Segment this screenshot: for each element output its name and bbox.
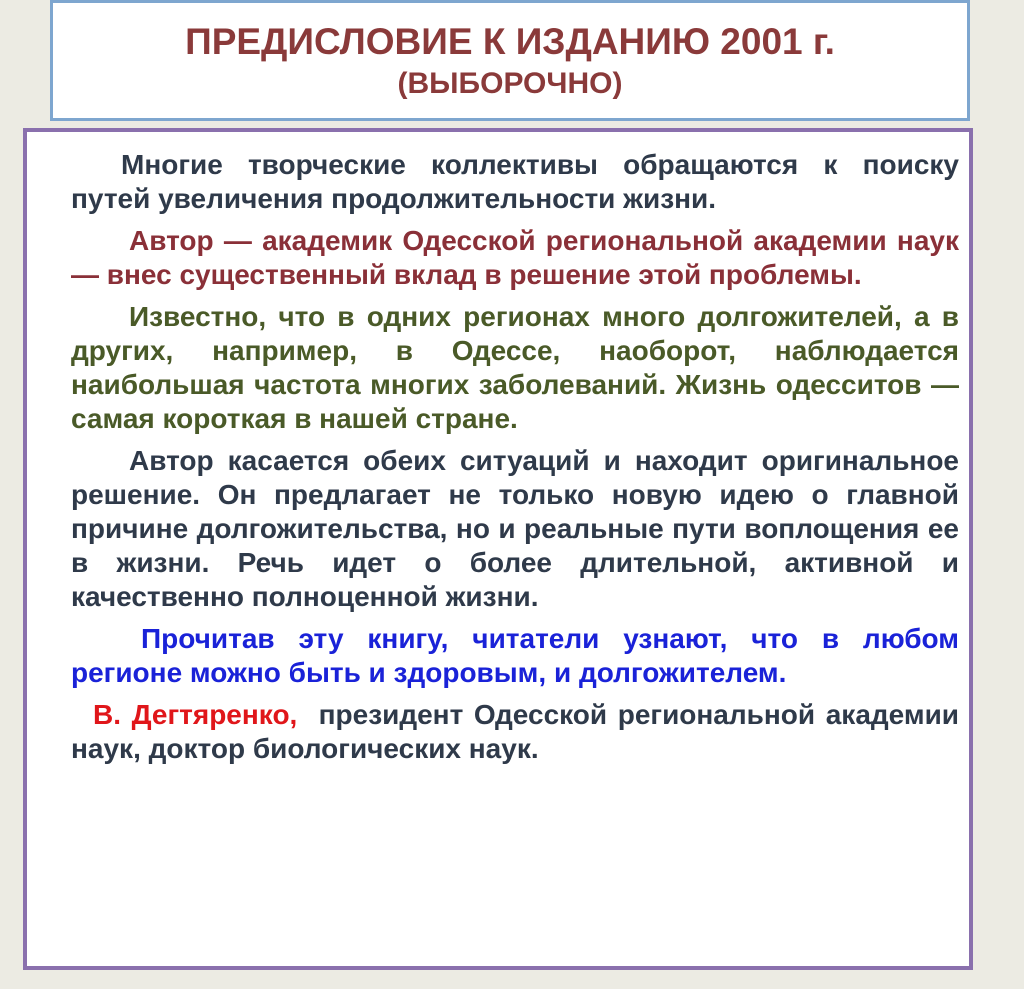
title-box bbox=[50, 0, 970, 121]
signature-role: президент Одесской региональной академии наук, доктор биологических наук. bbox=[71, 699, 960, 764]
paragraph-1: Многие творческие коллективы обращаются к поиску путей увеличения продолжительности жизни. bbox=[71, 149, 959, 214]
paragraph-3: Известно, что в одних регионах много долгожителей, а в других, например, в Одессе, наоборот, наблюдается наибольшая частота многих заболеваний. Жизнь одесситов — самая короткая в нашей стране. bbox=[71, 301, 959, 434]
page-subtitle: (ВЫБОРОЧНО) bbox=[397, 67, 623, 100]
paragraph-4: Автор касается обеих ситуаций и находит оригинальное решение. Он предлагает не только новую идею о главной причине долгожительства, но и реальные пути воплощения ее в жизни. Речь идет о более длительной, активной и качественно полноценной жизни. bbox=[71, 445, 959, 612]
content-box bbox=[23, 128, 973, 970]
page-title: ПРЕДИСЛОВИЕ К ИЗДАНИЮ 2001 г. bbox=[185, 21, 835, 62]
signature-name: В. Дегтяренко, bbox=[93, 699, 298, 730]
paragraph-5: Прочитав эту книгу, читатели узнают, что в любом регионе можно быть и здоровым, и долгожителем. bbox=[71, 623, 959, 688]
paragraph-2: Автор — академик Одесской региональной академии наук — внес существенный вклад в решение этой проблемы. bbox=[71, 225, 959, 290]
signature bbox=[71, 698, 959, 766]
